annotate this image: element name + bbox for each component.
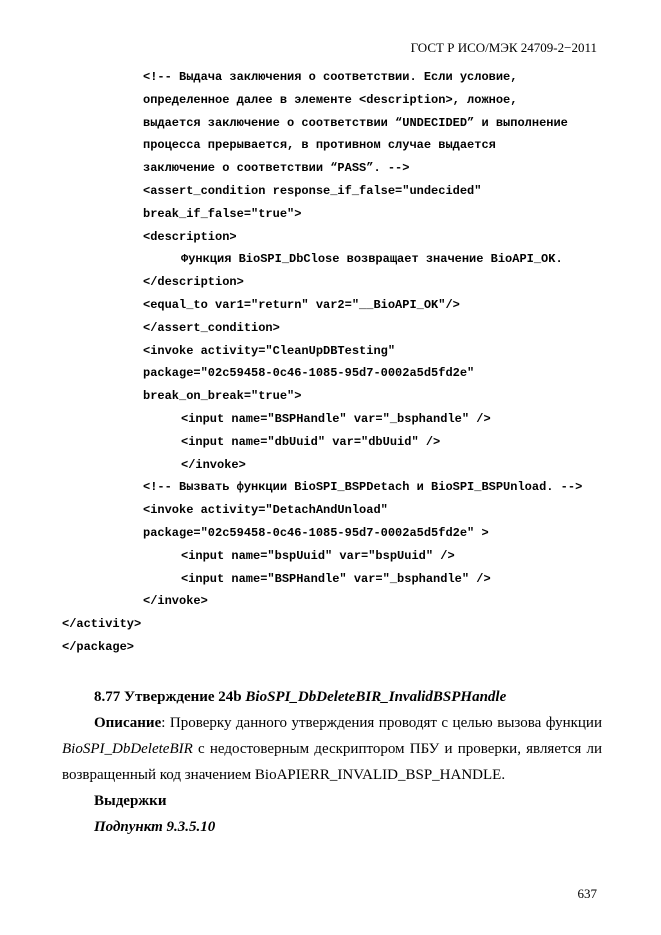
section-heading bbox=[62, 684, 602, 710]
code-line: </invoke> bbox=[181, 457, 246, 472]
section-number-title: 8.77 Утверждение 24b bbox=[94, 689, 246, 705]
code-line: Функция BioSPI_DbClose возвращает значение BioAPI_OK. bbox=[181, 252, 563, 267]
code-line: </invoke> bbox=[143, 594, 208, 609]
code-line: <invoke activity="DetachAndUnload" bbox=[143, 503, 388, 518]
subclause-heading: Подпункт 9.3.5.10 bbox=[94, 819, 216, 835]
code-line: <input name="BSPHandle" var="_bsphandle" /> bbox=[181, 412, 491, 426]
code-line: <equal_to var1="return" var2="__BioAPI_OK"/> bbox=[143, 298, 460, 312]
code-line: break_on_break="true"> bbox=[143, 389, 302, 404]
code-line: </package> bbox=[62, 640, 135, 654]
code-line: <description> bbox=[143, 229, 237, 244]
section-assertion-name: BioSPI_DbDeleteBIR_InvalidBSPHandle bbox=[245, 689, 507, 705]
code-line: <!-- Выдача заключения о соответствии. Если условие, bbox=[143, 70, 518, 84]
code-line: <input name="dbUuid" var="dbUuid" /> bbox=[181, 434, 441, 449]
code-line: package="02c59458-0c46-1085-95d7-0002a5d5fd2e" > bbox=[143, 526, 489, 540]
excerpts-heading: Выдержки bbox=[94, 793, 167, 809]
code-line: <invoke activity="CleanUpDBTesting" bbox=[143, 343, 396, 358]
code-line: процесса прерывается, в противном случае выдается bbox=[143, 138, 496, 153]
description-function: BioSPI_DbDeleteBIR bbox=[62, 741, 193, 757]
code-line: выдается заключение о соответствии “UNDECIDED” и выполнение bbox=[143, 115, 568, 130]
description-paragraph bbox=[62, 710, 602, 788]
page-number: 637 bbox=[577, 886, 597, 901]
document-header: ГОСТ Р ИСО/МЭК 24709-2−2011 bbox=[410, 40, 597, 55]
description-text-2: с недостоверным дескриптором ПБУ и проверки, является ли возвращенный код значением BioAPIERR_INVALID_BSP_HANDLE. bbox=[62, 741, 602, 783]
code-line: <input name="BSPHandle" var="_bsphandle" /> bbox=[181, 571, 491, 586]
code-line: определенное далее в элементе <description>, ложное, bbox=[143, 92, 518, 107]
code-line: </description> bbox=[143, 275, 244, 290]
code-line: </activity> bbox=[62, 617, 142, 632]
description-label: Описание bbox=[94, 715, 162, 731]
code-line: заключение о соответствии “PASS”. --> bbox=[143, 161, 410, 176]
prose-section bbox=[62, 684, 602, 840]
code-line: <!-- Вызвать функции BioSPI_BSPDetach и BioSPI_BSPUnload. --> bbox=[143, 480, 583, 495]
code-line: </assert_condition> bbox=[143, 320, 280, 335]
description-text-1: : Проверку данного утверждения проводят с целью вызова функции bbox=[161, 715, 602, 731]
code-line: <input name="bspUuid" var="bspUuid" /> bbox=[181, 548, 455, 563]
code-line: break_if_false="true"> bbox=[143, 206, 302, 221]
code-line: package="02c59458-0c46-1085-95d7-0002a5d5fd2e" bbox=[143, 366, 475, 381]
code-line: <assert_condition response_if_false="undecided" bbox=[143, 184, 482, 198]
